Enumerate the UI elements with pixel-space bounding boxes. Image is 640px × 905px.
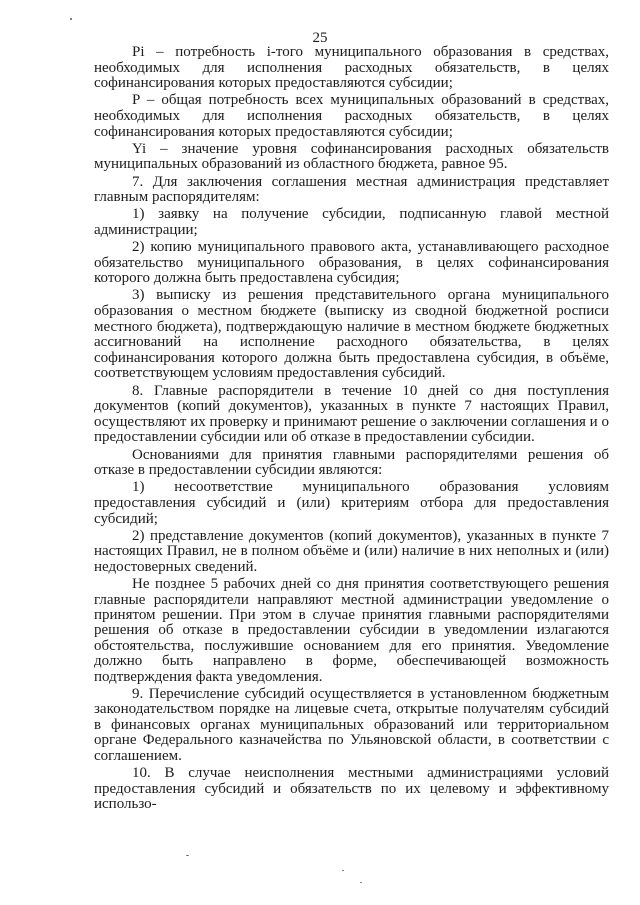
paragraph-refusal-ground-1: 1) несоответствие муниципального образования условиям предоставления субсидий и (или) критериям отбора для предоставления субсидий; — [94, 479, 609, 527]
scan-speck — [342, 870, 344, 871]
paragraph-p-definition: P – общая потребность всех муниципальных образований в средствах, необходимых для исполнения расходных обязательств, в целях софинансирования которых предоставляются субсидии; — [94, 92, 609, 140]
paragraph-clause-7-item-2: 2) копию муниципального правового акта, устанавливающего расходное обязательство муниципального образования, в целях софинансирования которого должна быть предоставлена субсидия; — [94, 239, 609, 287]
paragraph-refusal-ground-2: 2) представление документов (копий документов), указанных в пункте 7 настоящих Правил, не в полном объёме и (или) наличие в них неполных и (или) недостоверных сведений. — [94, 527, 609, 575]
scan-speck — [186, 855, 189, 856]
paragraph-clause-7-item-3: 3) выписку из решения представительного органа муниципального образования о местном бюджете (выписку из сводной бюджетной росписи местного бюджета), подтверждающую наличие в местном бюджете бюджетных ассигнований на исполнение расходного обязательства, в целях софинансирования которого должна быть предоставлена субсидия, в объёме, соответствующем условиям предоставления субсидий. — [94, 287, 609, 382]
paragraph-yi-definition: Yi – значение уровня софинансирования расходных обязательств муниципальных образований из областного бюджета, равное 95. — [94, 140, 609, 173]
page-number: 25 — [312, 30, 328, 46]
paragraph-clause-7-item-1: 1) заявку на получение субсидии, подписанную главой местной администрации; — [94, 206, 609, 238]
paragraph-pi-definition: Pi – потребность i-того муниципального образования в средствах, необходимых для исполнения расходных обязательств, в целях софинансирования которых предоставляются субсидии; — [94, 44, 609, 92]
paragraph-refusal-grounds: Основаниями для принятия главными распорядителями решения об отказе в предоставлении субсидии являются: — [94, 446, 609, 479]
scan-speck — [70, 18, 72, 20]
paragraph-notification: Не позднее 5 рабочих дней со дня принятия соответствующего решения главные распорядители направляют местной администрации уведомление о принятом решении. При этом в случае принятия главными распорядителями решения об отказе в предоставлении субсидии в уведомлении излагаются обстоятельства, послужившие основанием для его принятия. Уведомление должно быть направлено в форме, обеспечивающей возможность подтверждения факта уведомления. — [94, 576, 609, 685]
paragraph-clause-7: 7. Для заключения соглашения местная администрация представляет главным распорядителям: — [94, 173, 609, 206]
document-body — [94, 45, 609, 815]
paragraph-clause-10: 10. В случае неисполнения местными администрациями условий предоставления субсидий и обязательств по их целевому и эффективному использо- — [94, 765, 609, 813]
paragraph-clause-9: 9. Перечисление субсидий осуществляется в установленном бюджетным законодательством порядке на лицевые счета, открытые получателям субсидий в финансовых органах муниципальных образований или территориальном органе Федерального казначейства по Ульяновской области, в соответствии с соглашением. — [94, 685, 609, 764]
paragraph-clause-8: 8. Главные распорядители в течение 10 дней со дня поступления документов (копий документов), указанных в пункте 7 настоящих Правил, осуществляют их проверку и принимают решение о заключении соглашения и о предоставлении субсидии или об отказе в предоставлении субсидии. — [94, 382, 609, 446]
scan-speck — [360, 882, 362, 883]
